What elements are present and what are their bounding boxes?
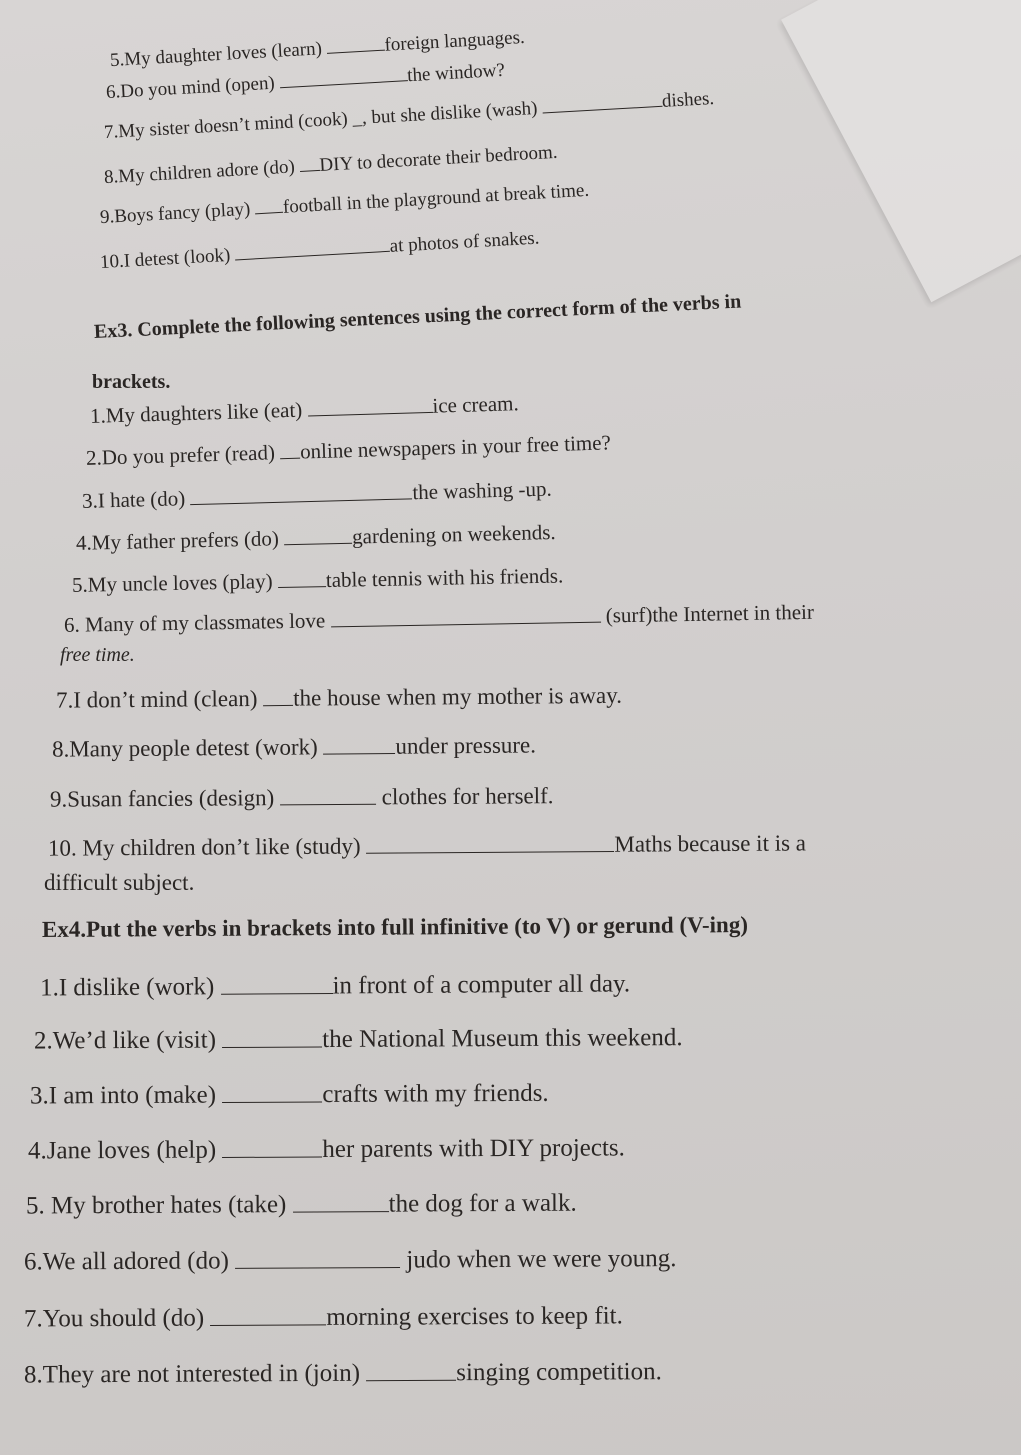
answer-blank[interactable] [366,1357,456,1381]
ex3-item-8: 8.Many people detest (work) under pressure. [51,732,537,762]
answer-blank[interactable] [210,1301,326,1325]
ex3-item-6-cont: free time. [60,644,135,666]
answer-blank[interactable] [190,479,412,505]
answer-blank[interactable] [234,234,390,261]
ex4-item-8: 8.They are not interested in (join) singing competition. [23,1358,662,1389]
answer-blank[interactable] [280,439,301,459]
ex2-item-6: 6.Do you mind (open) the window? [105,59,506,104]
ex4-item-4: 4.Jane loves (help) her parents with DIY projects. [27,1134,625,1165]
ex2-item-5: 5.My daughter loves (learn) foreign languages. [109,26,526,72]
ex4-item-1: 1.I dislike (work) in front of a computer all day. [39,970,631,1002]
ex4-item-2: 2.We’d like (visit) the National Museum this weekend. [33,1024,683,1055]
ex3-item-3: 3.I hate (do) the washing -up. [81,476,553,513]
answer-blank[interactable] [222,1133,322,1157]
answer-blank[interactable] [323,732,395,754]
ex3-item-2: 2.Do you prefer (read) online newspapers in your free time? [85,430,612,470]
ex3-item-6: 6. Many of my classmates love (surf)the Internet in their [63,599,815,637]
ex4-item-5: 5. My brother hates (take) the dog for a walk. [25,1189,577,1220]
answer-blank[interactable] [284,524,352,545]
answer-blank[interactable] [330,603,600,628]
answer-blank[interactable] [541,89,662,114]
ex3-item-7: 7.I don’t mind (clean) the house when my mother is away. [55,682,623,713]
answer-blank[interactable] [299,153,320,172]
answer-blank[interactable] [220,970,332,994]
answer-blank[interactable] [292,1188,388,1212]
ex4-item-6: 6.We all adored (do) judo when we were young. [23,1245,677,1276]
ex2-item-8: 8.My children adore (do) DIY to decorate their bedroom. [103,141,559,189]
ex3-item-10: 10. My children don’t like (study) Maths because it is a [47,830,807,861]
answer-blank[interactable] [307,393,433,417]
ex3-heading-cont: brackets. [92,371,171,393]
answer-blank[interactable] [366,830,614,853]
answer-blank[interactable] [254,195,283,215]
ex4-item-7: 7.You should (do) morning exercises to keep fit. [23,1302,623,1333]
ex4-item-3: 3.I am into (make) crafts with my friends. [29,1079,549,1110]
ex3-item-9: 9.Susan fancies (design) clothes for herself. [49,783,554,812]
ex3-item-5: 5.My uncle loves (play) table tennis with his friends. [71,563,564,597]
ex3-item-4: 4.My father prefers (do) gardening on weekends. [75,520,556,555]
answer-blank[interactable] [222,1023,322,1047]
answer-blank[interactable] [278,567,326,588]
answer-blank[interactable] [280,783,376,805]
answer-blank[interactable] [326,33,385,54]
answer-blank[interactable] [222,1078,322,1102]
answer-blank[interactable] [235,1244,400,1268]
ex2-item-9: 9.Boys fancy (play) football in the playground at break time. [99,179,590,229]
ex2-item-7: 7.My sister doesn’t mind (cook) _, but she dislike (wash) dishes. [103,88,715,144]
ex3-item-10-cont: difficult subject. [44,870,195,895]
paper-corner [781,0,1021,302]
answer-blank[interactable] [279,63,408,88]
ex2-item-10: 10.I detest (look) at photos of snakes. [99,227,540,274]
answer-blank[interactable] [263,684,293,706]
ex4-heading: Ex4.Put the verbs in brackets into full infinitive (to V) or gerund (V-ing) [41,912,749,942]
ex3-item-1: 1.My daughters like (eat) ice cream. [89,391,520,428]
ex3-heading: Ex3. Complete the following sentences using the correct form of the verbs in [93,290,742,343]
